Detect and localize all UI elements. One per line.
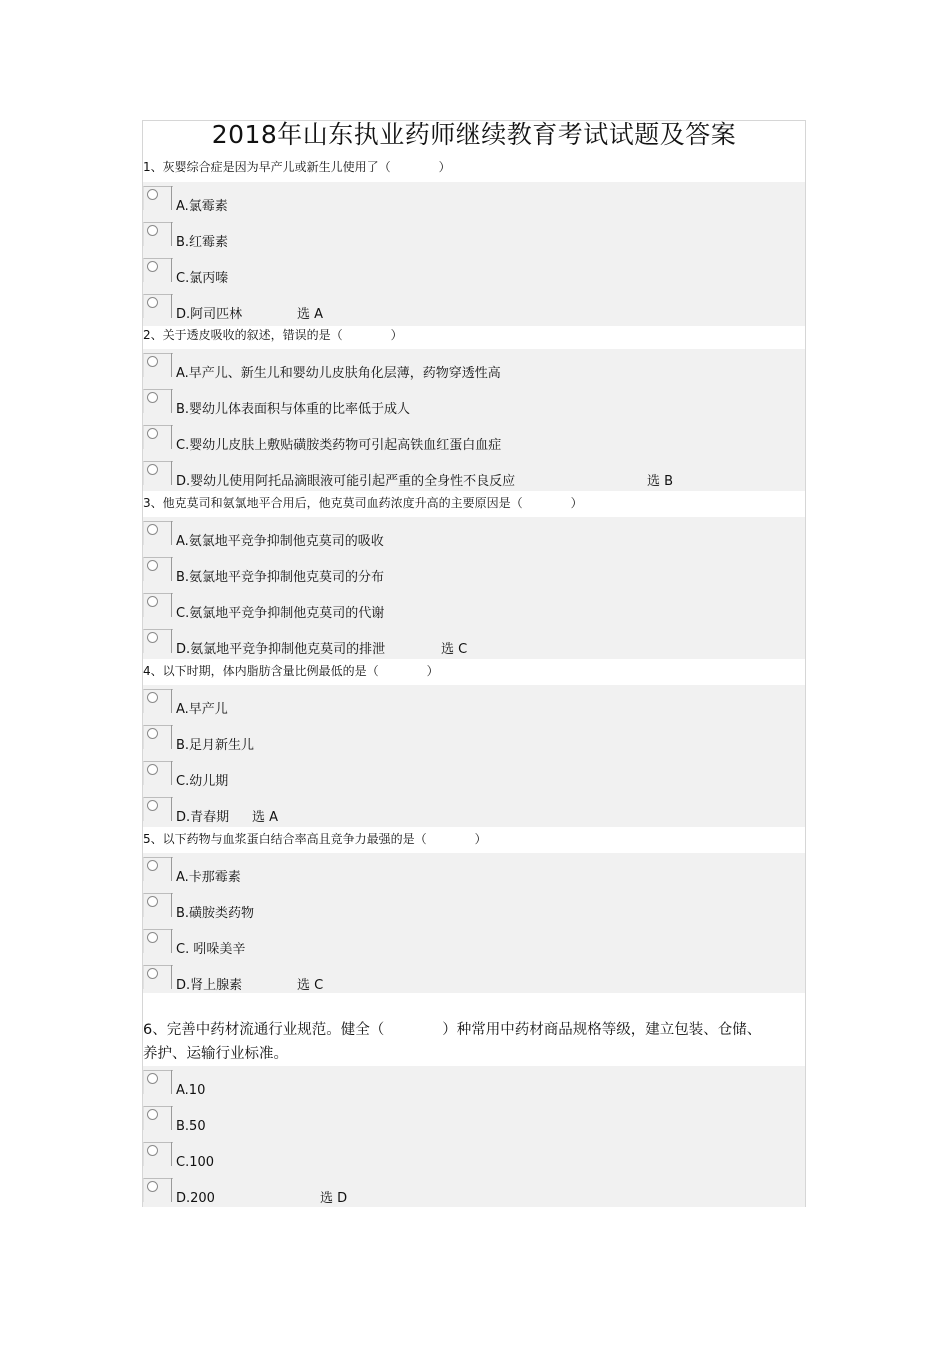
- option-label: A.氨氯地平竞争抑制他克莫司的吸收: [176, 534, 384, 549]
- question-3-options: [143, 517, 805, 659]
- radio-icon[interactable]: [147, 1145, 158, 1156]
- radio-icon[interactable]: [147, 968, 158, 979]
- radio-icon[interactable]: [147, 560, 158, 571]
- radio-icon[interactable]: [147, 189, 158, 200]
- option-label: C.100: [176, 1155, 215, 1170]
- page-title: 2018年山东执业药师继续教育考试试题及答案: [211, 120, 737, 149]
- question-4-options: [143, 685, 805, 827]
- option-label: B.50: [176, 1119, 206, 1134]
- question-2-options: [143, 349, 805, 491]
- answer-4: 选 A: [252, 810, 279, 825]
- option-label: D.200: [176, 1191, 215, 1206]
- question-6-options: [143, 1066, 805, 1207]
- answer-2: 选 B: [647, 474, 674, 489]
- radio-icon[interactable]: [147, 764, 158, 775]
- radio-icon[interactable]: [147, 356, 158, 367]
- option-label: A.氯霉素: [176, 199, 228, 214]
- option-label: B.婴幼儿体表面积与体重的比率低于成人: [176, 402, 411, 417]
- radio-icon[interactable]: [147, 932, 158, 943]
- radio-icon[interactable]: [147, 692, 158, 703]
- option-label: D.阿司匹林: [176, 307, 243, 322]
- option-label: C.婴幼儿皮肤上敷贴磺胺类药物可引起高铁血红蛋白血症: [176, 438, 502, 453]
- radio-icon[interactable]: [147, 524, 158, 535]
- answer-1: 选 A: [297, 307, 324, 322]
- option-3b[interactable]: [143, 557, 805, 593]
- option-1b[interactable]: [143, 222, 805, 258]
- option-2d[interactable]: [143, 461, 805, 497]
- option-label: D.肾上腺素: [176, 978, 243, 993]
- radio-icon[interactable]: [147, 1181, 158, 1192]
- question-5-options: [143, 853, 805, 993]
- radio-icon[interactable]: [147, 896, 158, 907]
- option-5a[interactable]: [143, 857, 805, 893]
- radio-icon[interactable]: [147, 392, 158, 403]
- question-3-stem: 3、他克莫司和氨氯地平合用后，他克莫司血药浓度升高的主要原因是（ ）: [143, 496, 583, 510]
- option-label: D.青春期: [176, 810, 230, 825]
- option-label: C.幼儿期: [176, 774, 229, 789]
- question-1-options: [143, 182, 805, 326]
- option-label: D.婴幼儿使用阿托品滴眼液可能引起严重的全身性不良反应: [176, 474, 516, 489]
- radio-icon[interactable]: [147, 225, 158, 236]
- option-1d[interactable]: [143, 294, 805, 330]
- option-label: C.氯丙嗪: [176, 271, 229, 286]
- question-5-stem: 5、以下药物与血浆蛋白结合率高且竞争力最强的是（ ）: [143, 832, 487, 846]
- option-label: A.早产儿、新生儿和婴幼儿皮肤角化层薄，药物穿透性高: [176, 366, 501, 381]
- option-label: A.卡那霉素: [176, 870, 241, 885]
- option-2c[interactable]: [143, 425, 805, 461]
- question-4-stem: 4、以下时期，体内脂肪含量比例最低的是（ ）: [143, 664, 439, 678]
- radio-icon[interactable]: [147, 1109, 158, 1120]
- option-label: B.足月新生儿: [176, 738, 255, 753]
- answer-5: 选 C: [297, 978, 324, 993]
- option-6a[interactable]: [143, 1070, 805, 1106]
- option-3a[interactable]: [143, 521, 805, 557]
- option-label: A.早产儿: [176, 702, 228, 717]
- radio-icon[interactable]: [147, 464, 158, 475]
- option-4a[interactable]: [143, 689, 805, 725]
- answer-3: 选 C: [441, 642, 468, 657]
- option-label: A.10: [176, 1083, 206, 1098]
- option-6b[interactable]: [143, 1106, 805, 1142]
- option-1a[interactable]: [143, 186, 805, 222]
- radio-icon[interactable]: [147, 596, 158, 607]
- option-label: C.氨氯地平竞争抑制他克莫司的代谢: [176, 606, 385, 621]
- option-6c[interactable]: [143, 1142, 805, 1178]
- radio-icon[interactable]: [147, 1073, 158, 1084]
- radio-icon[interactable]: [147, 261, 158, 272]
- option-1c[interactable]: [143, 258, 805, 294]
- option-4c[interactable]: [143, 761, 805, 797]
- option-5d[interactable]: [143, 965, 805, 1001]
- radio-icon[interactable]: [147, 728, 158, 739]
- question-2-stem: 2、关于透皮吸收的叙述，错误的是（ ）: [143, 328, 403, 342]
- question-6-stem: 6、完善中药材流通行业规范。健全（ ）种常用中药材商品规格等级，建立包装、仓储、养护、运输行业标准。: [143, 1022, 762, 1062]
- option-label: C. 吲哚美辛: [176, 942, 246, 957]
- option-3c[interactable]: [143, 593, 805, 629]
- option-2b[interactable]: [143, 389, 805, 425]
- option-label: D.氨氯地平竞争抑制他克莫司的排泄: [176, 642, 386, 657]
- answer-6: 选 D: [320, 1191, 348, 1206]
- option-3d[interactable]: [143, 629, 805, 665]
- radio-icon[interactable]: [147, 632, 158, 643]
- option-4b[interactable]: [143, 725, 805, 761]
- question-1-stem: 1、灰婴综合症是因为早产儿或新生儿使用了（ ）: [143, 160, 451, 174]
- radio-icon[interactable]: [147, 297, 158, 308]
- radio-icon[interactable]: [147, 860, 158, 871]
- option-label: B.红霉素: [176, 235, 229, 250]
- option-6d[interactable]: [143, 1178, 805, 1214]
- option-4d[interactable]: [143, 797, 805, 833]
- radio-icon[interactable]: [147, 800, 158, 811]
- option-label: B.氨氯地平竞争抑制他克莫司的分布: [176, 570, 385, 585]
- option-5c[interactable]: [143, 929, 805, 965]
- option-label: B.磺胺类药物: [176, 906, 255, 921]
- option-5b[interactable]: [143, 893, 805, 929]
- option-2a[interactable]: [143, 353, 805, 389]
- radio-icon[interactable]: [147, 428, 158, 439]
